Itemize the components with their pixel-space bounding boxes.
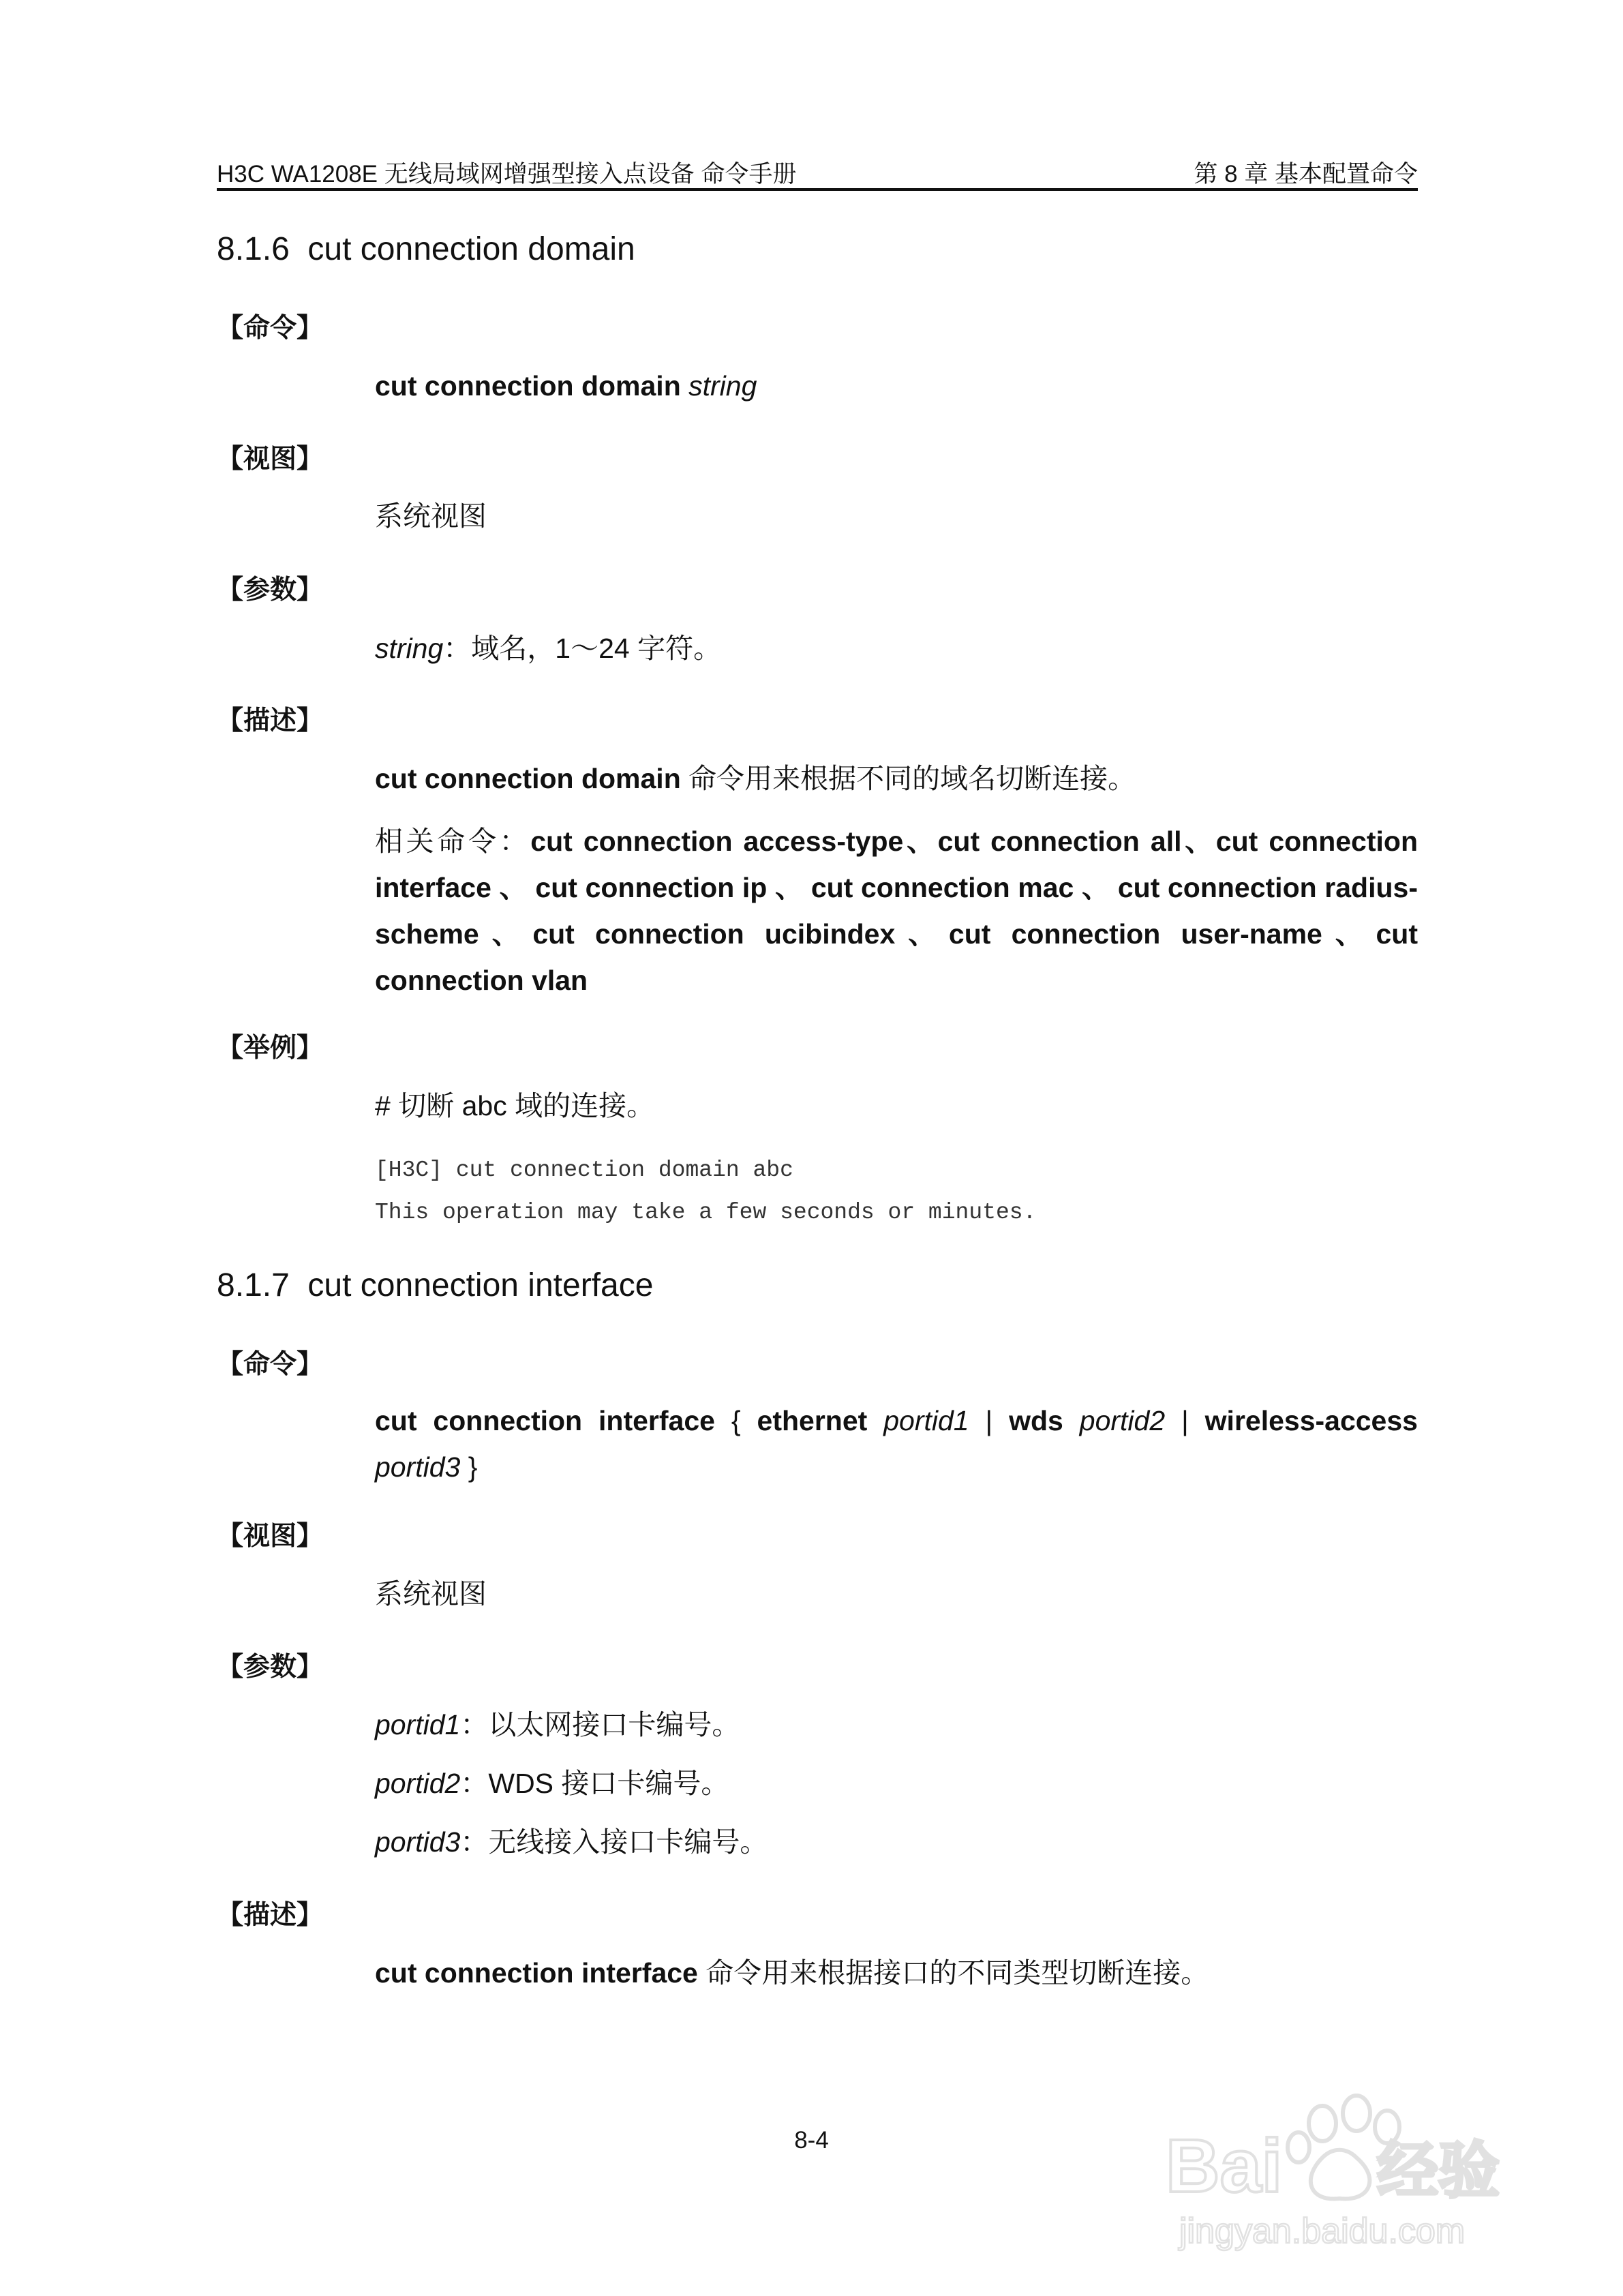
label-view: 【视图】 <box>217 1522 324 1551</box>
command-keyword: cut connection domain <box>375 370 689 402</box>
keyword-wireless-access: wireless-access <box>1204 1405 1418 1436</box>
arg-portid2: portid2 <box>1063 1405 1166 1436</box>
label-command: 【命令】 <box>217 1350 324 1379</box>
label-description: 【描述】 <box>217 706 324 736</box>
label-example: 【举例】 <box>217 1033 324 1063</box>
arg-portid3: portid3 <box>375 1451 461 1483</box>
command-syntax <box>375 363 1418 409</box>
view-text: 系统视图 <box>375 500 487 532</box>
label-command: 【命令】 <box>217 314 324 343</box>
code-line: [H3C] cut connection domain abc <box>375 1158 793 1183</box>
separator: | <box>969 1405 1010 1436</box>
param-desc: ：域名，1～24 字符。 <box>443 633 722 664</box>
view-text: 系统视图 <box>375 1578 487 1610</box>
label-view: 【视图】 <box>217 444 324 474</box>
description-text <box>375 1950 1418 1996</box>
param-string <box>375 625 1418 671</box>
param-name: portid2 <box>375 1768 461 1799</box>
svg-text:jingyan.baidu.com: jingyan.baidu.com <box>1179 2211 1466 2251</box>
page-header <box>217 151 1418 191</box>
svg-text:经验: 经验 <box>1377 2137 1500 2205</box>
baidu-jingyan-watermark-logo <box>1152 2049 1534 2253</box>
command-argument: string <box>688 370 757 402</box>
desc-body: 命令用来根据接口的不同类型切断连接。 <box>697 1957 1209 1989</box>
keyword-wds: wds <box>1009 1405 1063 1436</box>
param-desc: ：以太网接口卡编号。 <box>460 1709 740 1740</box>
keyword-ethernet: ethernet <box>757 1405 868 1436</box>
page-number: 8-4 <box>794 2127 829 2154</box>
brace-close: } <box>460 1451 478 1483</box>
param-portid1 <box>375 1702 1418 1748</box>
section-title-8-1-7: 8.1.7 cut connection interface <box>217 1267 654 1303</box>
related-prefix: 相关命令： <box>375 826 531 857</box>
separator: | <box>1165 1405 1205 1436</box>
svg-text:Bai: Bai <box>1166 2124 1283 2208</box>
section-title-8-1-6: 8.1.6 cut connection domain <box>217 231 635 267</box>
desc-command: cut connection interface <box>375 1957 698 1989</box>
example-text: # 切断 abc 域的连接。 <box>375 1090 655 1121</box>
label-description: 【描述】 <box>217 1901 324 1930</box>
header-chapter: 第 8 章 基本配置命令 <box>1194 161 1418 187</box>
param-desc: ：WDS 接口卡编号。 <box>460 1768 729 1799</box>
desc-body: 命令用来根据不同的域名切断连接。 <box>680 763 1136 794</box>
command-keyword: cut connection interface <box>375 1405 715 1436</box>
param-name: string <box>375 633 444 664</box>
param-portid3 <box>375 1819 1418 1865</box>
label-params: 【参数】 <box>217 1652 324 1682</box>
header-doc-title: H3C WA1208E 无线局域网增强型接入点设备 命令手册 <box>217 161 797 187</box>
param-name: portid3 <box>375 1826 461 1858</box>
description-text <box>375 755 1418 802</box>
code-line: This operation may take a few seconds or minutes. <box>375 1200 1037 1225</box>
brace-open: { <box>714 1405 757 1436</box>
command-syntax <box>375 1398 1418 1490</box>
param-name: portid1 <box>375 1709 461 1740</box>
label-params: 【参数】 <box>217 575 324 605</box>
param-portid2 <box>375 1760 1418 1807</box>
arg-portid1: portid1 <box>867 1405 969 1436</box>
related-list: cut connection access-type、cut connection all、cut connection interface 、 cut connection ip 、 cut connection mac 、 cut connection radius-scheme、cut connection ucibindex、cut connection user-name、cut connection vlan <box>375 826 1418 996</box>
related-commands <box>375 818 1418 1003</box>
param-desc: ：无线接入接口卡编号。 <box>460 1826 768 1858</box>
desc-command: cut connection domain <box>375 763 681 794</box>
